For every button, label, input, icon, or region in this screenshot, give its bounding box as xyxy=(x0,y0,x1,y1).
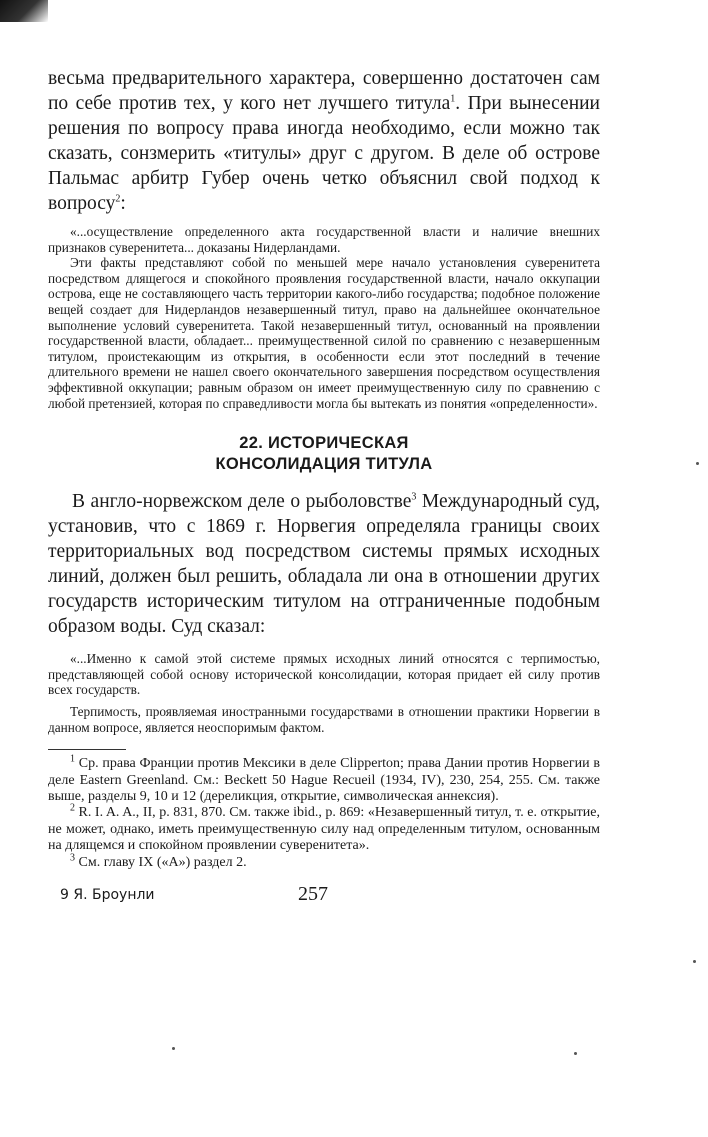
section-heading xyxy=(48,433,600,475)
text: См. главу IX («А») раздел 2. xyxy=(75,854,247,870)
footnote xyxy=(48,851,600,871)
scan-speck xyxy=(696,462,699,465)
heading-line: КОНСОЛИДАЦИЯ ТИТУЛА xyxy=(215,455,433,474)
footnote-number: 1 xyxy=(70,753,75,765)
text: Ср. права Франции против Мексики в деле Clipperton; права Дании против Норвегии в деле Eastern Greenland. См.: Beckett 50 Hague Recueil (1934, IV), 230, 254, 255. См. также выше, разделы 9, 10 и 12 (дереликция, открытие, символическая аннексия). xyxy=(48,756,600,804)
body-paragraph xyxy=(48,489,600,639)
book-page xyxy=(48,66,600,913)
quote-paragraph: «...Именно к самой этой системе прямых исходных линий относятся с терпимостью, представляющей собой основу исторической консолидации, которая придает ей силу против всех государств. xyxy=(48,651,600,698)
body-paragraph xyxy=(48,66,600,216)
page-footer xyxy=(48,883,600,913)
text: : xyxy=(120,193,126,214)
text: В англо-норвежском деле о рыболовстве xyxy=(72,491,412,513)
quote-paragraph: Терпимость, проявляемая иностранными государствами в отношении практики Норвегии в данном вопросе, является неоспоримым фактом. xyxy=(48,703,600,735)
quote-paragraph: Эти факты представляют собой по меньшей мере начало установления суверенитета посредством длящегося и спокойного проявления государственной власти, начало оккупации острова, еще не составляющего часть территории какого-либо государства; подобное положение вещей создает для Нидерландов незавершенный титул, право на дальнейшее окончательное выполнение условий суверенитета. Такой незавершенный титул, основанный на проявлении государственной власти, обладает... преимущественной силой по сравнению с незавершенным титулом, проистекающим из открытия, в особенности если этот последний в течение длительного времени не нашел своего окончательного завершения посредством осуществления эффективной оккупации; равным образом он имеет преимущественную силу по сравнению с любой претензией, которая по справедливости могла бы вытекать из понятия «определенности». xyxy=(48,255,600,411)
footnote-separator xyxy=(48,749,126,750)
footnote-number: 3 xyxy=(70,851,75,863)
text: . При вынесении решения по вопросу права иногда необходимо, если можно так сказать, сонзмерить «титулы» друг с другом. В деле об острове Пальмас арбитр Губер очень четко объяснил свой подход к вопросу xyxy=(48,93,600,214)
scan-speck xyxy=(574,1052,577,1055)
text: Международный суд, установив, что с 1869 г. Норвегия определяла границы своих территориальных вод посредством системы прямых исходных линий, должен был решить, обладала ли она в отношении других государств историческим титулом на отграниченные подобным образом воды. Суд сказал: xyxy=(48,491,600,638)
scan-speck xyxy=(172,1047,175,1050)
footnote-number: 2 xyxy=(70,802,75,814)
footnote-ref: 3 xyxy=(411,491,417,503)
footnote-ref: 2 xyxy=(115,193,121,205)
heading-line: 22. ИСТОРИЧЕСКАЯ xyxy=(239,434,409,453)
scan-speck xyxy=(693,960,696,963)
scan-corner-shadow xyxy=(0,0,48,22)
printer-signature: 9 Я. Броунли xyxy=(60,886,155,903)
footnote xyxy=(48,753,600,805)
text: весьма предварительного характера, совершенно достаточен сам по себе против тех, у кого нет лучшего титула xyxy=(48,68,600,114)
page-number: 257 xyxy=(298,882,328,905)
quote-paragraph: «...осуществление определенного акта государственной власти и наличие внешних признаков суверенитета... доказаны Нидерландами. xyxy=(48,224,600,255)
text: R. I. A. A., II, p. 831, 870. См. также ibid., p. 869: «Незавершенный титул, т. е. открытие, не может, однако, иметь преимущественную силу над определенным титулом, основанным на длящемся и спокойном проявлении суверенитета». xyxy=(48,805,600,854)
footnote-ref: 1 xyxy=(450,93,456,105)
footnote xyxy=(48,802,600,854)
